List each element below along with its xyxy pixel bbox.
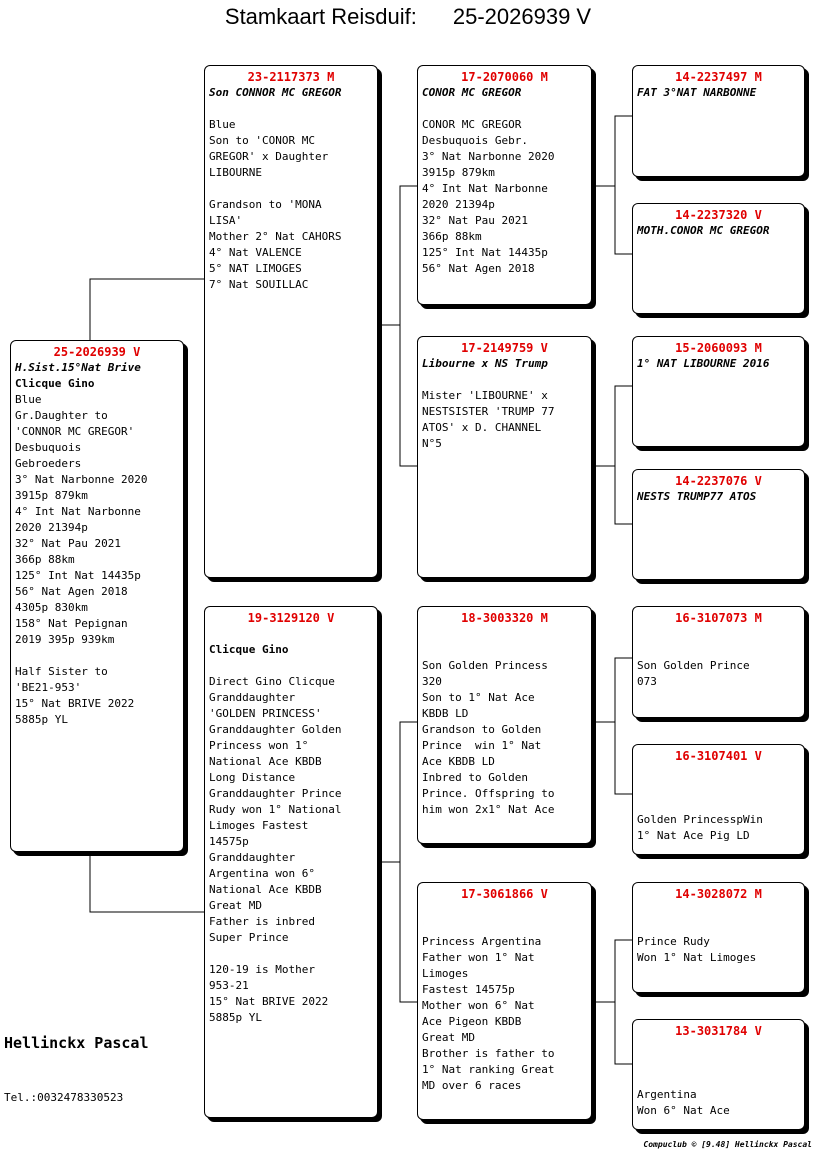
breeder-phone: Tel.:0032478330523 [4,1091,124,1104]
pigeon-card-fff[interactable] [632,65,805,177]
pigeon-card-father[interactable] [204,65,378,578]
ring-number: 16-3107073 M [675,611,762,625]
ring-number: 23-2117373 M [247,70,335,84]
pigeon-description: Prince Rudy Won 1° Nat Limoges [637,935,757,964]
ring-number: 17-2149759 V [461,341,548,355]
ring-number: 25-2026939 V [53,345,141,359]
pigeon-name: Son CONNOR MC GREGOR [209,86,342,99]
pigeon-name: H.Sist.15°Nat Brive [15,361,141,374]
pigeon-name [209,626,373,642]
pigeon-card-mff[interactable] [632,606,805,718]
ring-number: 17-3061866 V [461,887,548,901]
ring-number: 19-3129120 V [247,611,335,625]
breeder-name: Hellinckx Pascal [4,1034,149,1052]
pigeon-description: Son Golden Prince 073 [637,659,750,688]
title-ring: 25-2026939 V [452,4,592,29]
pigeon-name: CONOR MC GREGOR [422,86,522,99]
pigeon-description: Blue Gr.Daughter to 'CONNOR MC GREGOR' Desbuquois Gebroeders 3° Nat Narbonne 2020 3915p 879km 4° Int Nat Narbonne 2020 21394p 32° Nat Pau 2021 366p 88km 125° Int Nat 14435p 56° Nat Agen 2018 4305p 830km 158° Nat Pepignan 2019 395p 939km Half Sister to 'BE21-953' 15° Nat BRIVE 2022 5885p YL [15,393,148,726]
pigeon-card-mfm[interactable] [632,744,805,855]
pigeon-name: FAT 3°NAT NARBONNE [637,86,757,99]
pigeon-name: MOTH.CONOR MC GREGOR [637,224,770,237]
pigeon-description: CONOR MC GREGOR Desbuquois Gebr. 3° Nat Narbonne 2020 3915p 879km 4° Int Nat Narbonne 2020 21394p 32° Nat Pau 2021 366p 88km 125° Int Nat 14435p 56° Nat Agen 2018 [422,118,555,275]
pigeon-card-mother-father[interactable] [417,606,592,844]
pigeon-description: Princess Argentina Father won 1° Nat Limoges Fastest 14575p Mother won 6° Nat Ace Pigeon KBDB Great MD Brother is father to 1° Nat ranking Great MD over 6 races [422,935,555,1092]
pigeon-card-main[interactable] [10,340,184,852]
pigeon-name: Libourne x NS Trump [422,357,548,370]
pigeon-description: Golden PrincesspWin 1° Nat Ace Pig LD [637,813,763,842]
pigeon-breeder-name: Clicque Gino [15,377,95,390]
pigeon-name: NESTS TRUMP77 ATOS [637,490,757,503]
ring-number: 14-2237076 V [675,474,762,488]
pigeon-card-mmf[interactable] [632,882,805,993]
pigeon-description: Son Golden Princess 320 Son to 1° Nat Ace KBDB LD Grandson to Golden Prince win 1° Nat Ace KBDB LD Inbred to Golden Prince. Offspring to him won 2x1° Nat Ace [422,659,555,816]
pigeon-card-father-father[interactable] [417,65,592,305]
pigeon-card-mother[interactable] [204,606,378,1118]
pigeon-card-ffm[interactable] [632,203,805,314]
pigeon-description: Mister 'LIBOURNE' x NESTSISTER 'TRUMP 77 ATOS' x D. CHANNEL N°5 [422,389,555,450]
ring-number: 14-2237497 M [675,70,762,84]
pigeon-description: Blue Son to 'CONOR MC GREGOR' x Daughter LIBOURNE Grandson to 'MONA LISA' Mother 2° Nat CAHORS 4° Nat VALENCE 5° NAT LIMOGES 7° Nat SOUILLAC [209,118,342,291]
pigeon-name: 1° NAT LIBOURNE 2016 [637,357,770,370]
title-label: Stamkaart Reisduif: [224,4,417,29]
pigeon-card-mmm[interactable] [632,1019,805,1130]
pigeon-card-mother-mother[interactable] [417,882,592,1120]
ring-number: 15-2060093 M [675,341,762,355]
ring-number: 13-3031784 V [675,1024,762,1038]
ring-number: 14-2237320 V [675,208,762,222]
pigeon-description: Argentina Won 6° Nat Ace [637,1088,730,1117]
ring-number: 16-3107401 V [675,749,762,763]
footer-credit: Compuclub © [9.48] Hellinckx Pascal [643,1140,812,1149]
ring-number: 14-3028072 M [675,887,762,901]
pigeon-description: Direct Gino Clicque Granddaughter 'GOLDEN PRINCESS' Granddaughter Golden Princess won 1° National Ace KBDB Long Distance Granddaughter Prince Rudy won 1° National Limoges Fastest 14575p Granddaughter Argentina won 6° National Ace KBDB Great MD Father is inbred Super Prince 120-19 is Mother 953-21 15° Nat BRIVE 2022 5885p YL [209,675,342,1024]
pigeon-card-fmm[interactable] [632,469,805,580]
ring-number: 18-3003320 M [461,611,548,625]
pigeon-breeder-name: Clicque Gino [209,643,289,656]
ring-number: 17-2070060 M [461,70,548,84]
pigeon-card-fmf[interactable] [632,336,805,447]
pigeon-card-father-mother[interactable] [417,336,592,578]
